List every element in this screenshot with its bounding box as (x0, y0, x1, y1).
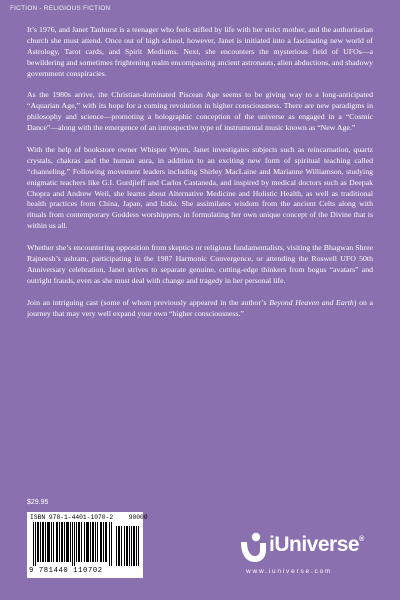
publisher-name (269, 533, 364, 557)
price-label: $29.95 (27, 499, 49, 506)
iuniverse-figure-logo-icon (238, 532, 268, 564)
publisher-logo (238, 532, 368, 582)
isbn-number (30, 514, 148, 521)
barcode-digits: 9 781440 110702 (29, 567, 103, 575)
publisher-name-text: iUniverse (269, 533, 360, 556)
blurb-paragraph-5-end: ) on a journey that may very well expand your own “higher consciousness.” (27, 297, 373, 318)
blurb-paragraph-3: With the help of bookstore owner Whisper Wynn, Janet investigates subjects such as reincarnation, quartz crystals, chakras and the human aura, in addition to an exciting new form of spiritual teaching called “channeling.” Following movement leaders including Shirley MacLaine and Marianne Williamson, studying enigmatic teachers like G.I. Gurdjieff and Carlos Castaneda, and inspired by medical doctors such as Deepak Chopra and Andrew Weil, she learns about Alternative Medicine and Holistic Health, as well as traditional health practices from China, Japan, and India. She assimilates wisdom from the ancient Celts along with rituals from contemporary Goddess worshippers, in formulating her own unique concept of the Divine that is within us all. (27, 144, 373, 231)
previous-book-title: Beyond Heaven and Earth (269, 297, 354, 307)
isbn-addon-price-code: 90000 (128, 514, 148, 521)
back-cover-blurb (27, 25, 373, 319)
blurb-paragraph-4: Whether she’s encountering opposition from skeptics or religious fundamentalists, visiting the Bhagwan Shree Rajneesh’s ashram, participating in the 1987 Harmonic Convergence, or attending the Roswell UFO 50th Anniversary celebration, Janet strives to separate genuine, cutting-edge thinkers from bogus “avatars” and outright frauds, even as she must deal with change and tragedy in her personal life. (27, 243, 373, 285)
blurb-paragraph-5 (27, 298, 373, 320)
barcode-bars-icon (29, 522, 141, 566)
blurb-paragraph-2: As the 1980s arrive, the Christian-dominated Piscean Age seems to be giving way to a long-anticipated “Aquarian Age,” with its hope for a coming revolution in higher consciousness. There are new paradigms in philosophy and science—promoting a holographic conception of the universe as engaged in a “Cosmic Dance”—along with the emergence of an introspective type of instrumental music known as “New Age.” (27, 90, 373, 133)
blurb-paragraph-5-start: Join an intriguing cast (some of whom previously appeared in the author’s (27, 297, 270, 307)
publisher-url: www.iuniverse.com (246, 568, 333, 575)
blurb-paragraph-1: It’s 1976, and Janet Tanhurst is a teenager who feels stifled by life with her strict mother, and the authoritarian church she must attend. Once out of high school, however, Janet is initiated into a fascinating new world of Astrology, Tarot cards, and Spirit Mediums. Next, she encounters the mysterious field of UFOs—a bewildering and sometimes frightening realm encompassing ancient astronauts, alien abductions, and shadowy government conspiracies. (27, 25, 373, 78)
trademark-symbol: ® (359, 536, 364, 543)
barcode-main-bars (33, 522, 112, 566)
isbn-text: ISBN 978-1-4401-1070-2 (30, 514, 114, 521)
barcode-addon-bars (116, 526, 139, 566)
category-label: FICTION - RELIGIOUS FICTION (10, 5, 111, 12)
isbn-barcode (27, 512, 148, 578)
